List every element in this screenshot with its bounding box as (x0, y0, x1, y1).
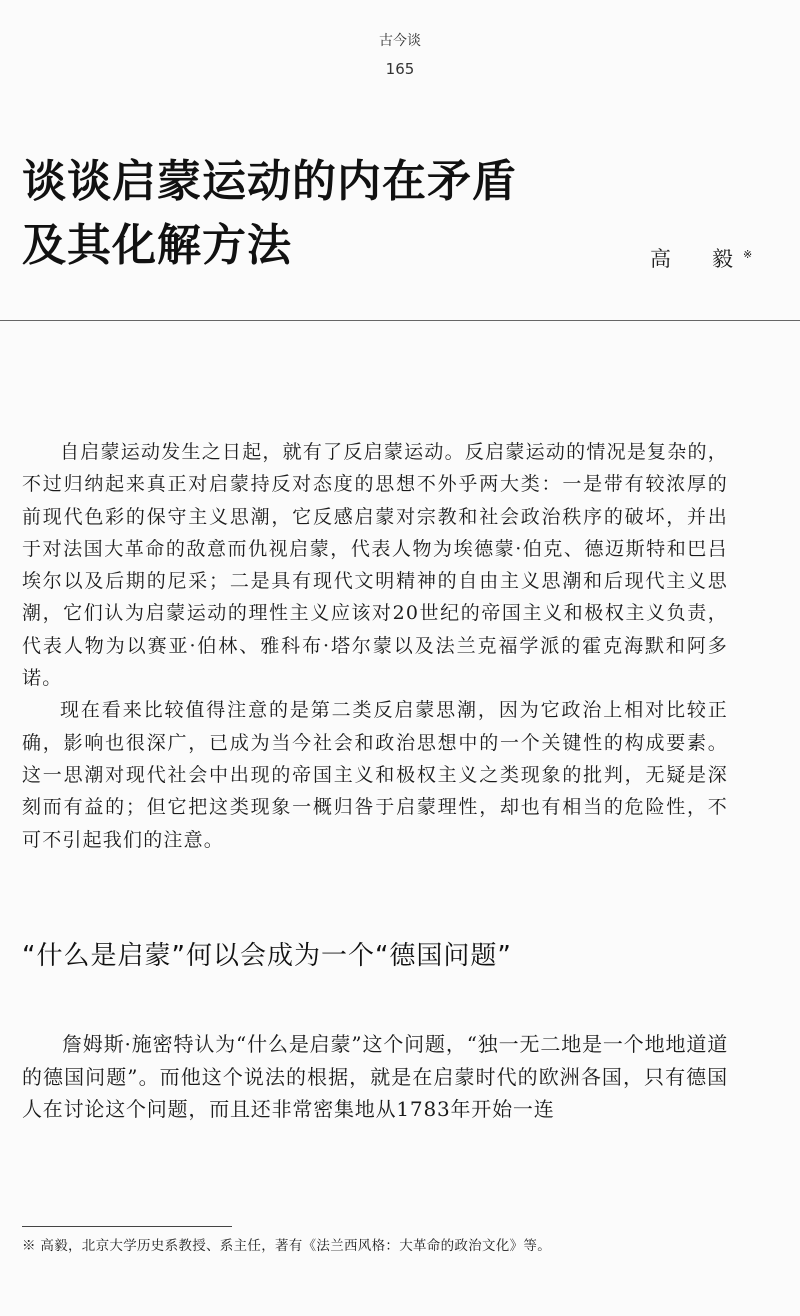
paragraph-2: 现在看来比较值得注意的是第二类反启蒙思潮，因为它政治上相对比较正确，影响也很深广，已成为当今社会和政治思想中的一个关键性的构成要素。这一思潮对现代社会中出现的帝国主义和极权主义之类现象的批判，无疑是深刻而有益的；但它把这类现象一概归咎于启蒙理性，却也有相当的危险性，不可不引起我们的注意。 (22, 699, 728, 851)
article-title (22, 150, 662, 278)
title-divider (0, 320, 800, 321)
page-number: 165 (385, 60, 415, 78)
title-line-1: 谈谈启蒙运动的内在矛盾 (22, 156, 517, 207)
section-text (22, 1028, 728, 1126)
paragraph-1: 自启蒙运动发生之日起，就有了反启蒙运动。反启蒙运动的情况是复杂的，不过归纳起来真正对启蒙持反对态度的思想不外乎两大类：一是带有较浓厚的前现代色彩的保守主义思潮，它反感启蒙对宗教和社会政治秩序的破坏，并出于对法国大革命的敌意而仇视启蒙，代表人物为埃德蒙·伯克、德迈斯特和巴吕埃尔以及后期的尼采；二是具有现代文明精神的自由主义思潮和后现代主义思潮，它们认为启蒙运动的理性主义应该对20世纪的帝国主义和极权主义负责，代表人物为以赛亚·伯林、雅科布·塔尔蒙以及法兰克福学派的霍克海默和阿多诺。 (22, 441, 728, 690)
title-line-2: 及其化解方法 (22, 220, 292, 271)
footnote: ※ 高毅，北京大学历史系教授、系主任，著有《法兰西风格：大革命的政治文化》等。 (22, 1238, 551, 1254)
author-footnote-mark: ※ (743, 248, 753, 261)
author-byline (650, 243, 752, 273)
section-paragraph-1: 詹姆斯·施密特认为“什么是启蒙”这个问题，“独一无二地是一个地地道道的德国问题”。而他这个说法的根据，就是在启蒙时代的欧洲各国，只有德国人在讨论这个问题，而且还非常密集地从1783年开始一连 (22, 1032, 728, 1121)
column-name: 古今谈 (379, 33, 421, 49)
section-heading: “什么是启蒙”何以会成为一个“德国问题” (22, 941, 512, 971)
running-header (0, 30, 800, 78)
author-name: 高 毅 (650, 247, 743, 271)
footnote-divider (22, 1226, 232, 1227)
intro-text (22, 436, 728, 856)
